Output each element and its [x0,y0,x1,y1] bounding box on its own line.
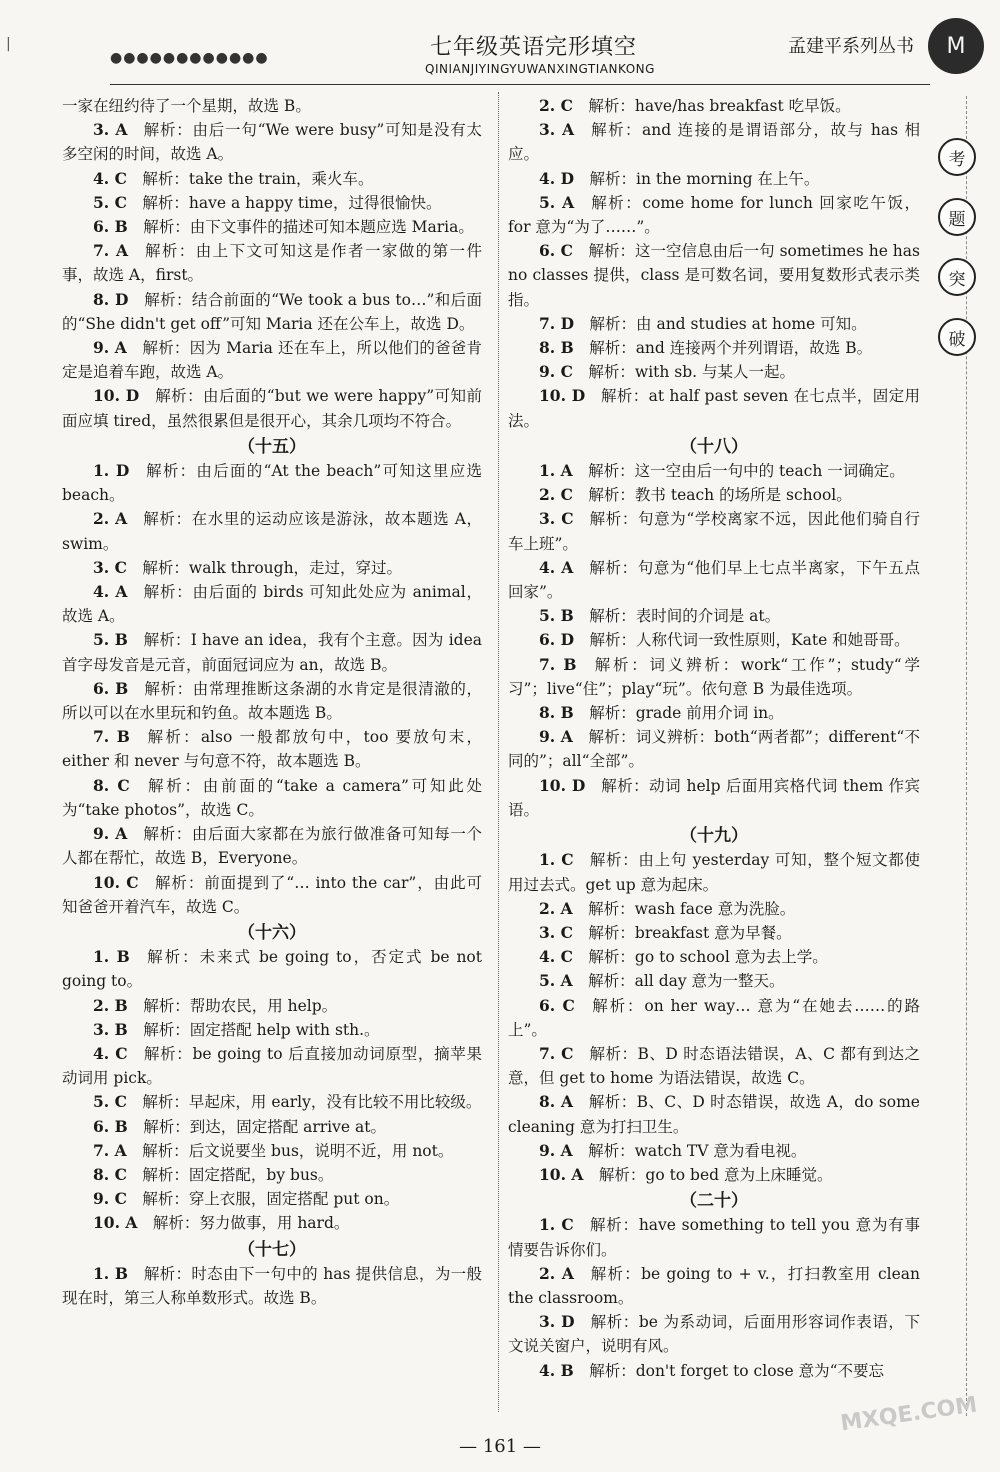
answer-explanation: 解析：由常理推断这条湖的水肯定是很清澈的，所以可以在水里玩和钓鱼。故本题选 B。 [62,679,482,723]
answer-explanation: 解析：在水里的运动应该是游泳，故本题选 A，swim。 [62,510,482,553]
answer-number: 3. C [539,922,573,942]
answer-explanation: 解析：人称代词一致性原则，Kate 和她哥哥。 [589,631,910,650]
watermark: MXQE.COM [838,1392,979,1437]
answer-explanation: 解析：前面提到了“… into the car”，由此可知爸爸开着汽车，故选 C。 [62,873,482,916]
answer-explanation: 解析：动词 help 后面用宾格代词 them 作宾语。 [508,776,921,819]
answer-number: 7. A [93,1140,127,1160]
answer-item [508,336,920,360]
answer-number: 5. C [93,1092,127,1112]
side-tab-1 [938,138,976,176]
answer-number: 3. C [539,509,574,529]
answer-item [508,1213,920,1261]
column-divider [498,92,499,1412]
section-heading: （十六） [238,922,306,943]
answer-number: 10. A [93,1213,138,1233]
answer-number: 10. D [93,386,140,406]
answer-number: 4. A [93,582,128,602]
answer-explanation: 解析：go to bed 意为上床睡觉。 [598,1165,833,1184]
left-column [62,94,482,1310]
answer-item [508,312,920,336]
answer-item [508,1163,920,1187]
answer-item [62,1018,482,1042]
answer-item [62,774,482,822]
answer-item [62,167,482,191]
answer-number: 6. B [93,217,128,237]
answer-item [62,288,482,336]
answer-item [508,1359,920,1383]
answer-item [508,167,920,191]
answer-number: 3. B [93,1019,128,1039]
answer-explanation: 解析：wash face 意为洗脸。 [588,899,796,918]
answer-explanation: 解析：walk through，走过，穿过。 [142,558,403,577]
answer-number: 3. D [539,1312,575,1332]
answer-number: 4. D [539,168,575,188]
answer-explanation: 解析：努力做事，用 hard。 [152,1214,350,1233]
answer-explanation: 解析：be going to 后直接加动词原型，摘苹果动词用 pick。 [62,1044,482,1088]
answer-item [508,118,920,166]
side-tab-4 [938,318,976,356]
answer-explanation: 解析：时态由下一句中的 has 提供信息，为一般现在时，第三人称单数形式。故选 B。 [62,1264,482,1307]
publisher-logo-icon [928,18,984,74]
answer-item [62,215,482,239]
side-tab-label: 突 [948,269,966,290]
book-title: 七年级英语完形填空 [430,35,638,60]
answer-explanation: 解析：教书 teach 的场所是 school。 [588,486,852,505]
answer-item [62,1115,482,1139]
answer-number: 10. D [539,775,586,795]
answer-explanation: 解析：句意为“学校离家不远，因此他们骑自行车上班”。 [508,510,920,553]
answer-item [62,384,482,432]
answer-explanation: 解析：这一空由后一句中的 teach 一词确定。 [588,462,905,481]
answer-number: 8. A [539,1092,573,1112]
answer-item [62,507,482,555]
answer-item [508,191,920,239]
answer-explanation: 解析：have/has breakfast 吃早饭。 [588,97,851,115]
answer-number: 7. B [539,654,577,674]
answer-explanation: 解析：由 and studies at home 可知。 [589,314,867,333]
answer-number: 9. C [93,1189,127,1209]
answer-item [62,94,482,118]
answer-explanation: 解析：由后一句“We were busy”可知是没有太多空闲的时间，故选 A。 [62,121,482,164]
logo-letter: M [946,33,966,59]
answer-item [62,191,482,215]
side-tab-label: 题 [948,209,966,230]
answer-number: 8. C [93,1164,127,1184]
answer-number: 3. A [93,120,128,140]
answer-item [508,556,920,604]
answer-item [508,994,920,1042]
answer-item [508,507,920,555]
answer-number: 8. B [539,338,574,358]
answer-explanation: 解析：B、D 时态语法错误，A、C 都有到达之意，但 get to home 为语法错误，故选 C。 [508,1044,920,1088]
answer-explanation: 解析：on her way… 意为“在她去……的路上”。 [508,996,920,1039]
answer-item [508,774,920,822]
answer-explanation: 解析：句意为“他们早上七点半离家，下午五点回家”。 [508,558,920,602]
answer-number: 10. A [539,1164,584,1184]
section-heading: （十五） [238,436,306,457]
answer-explanation: 解析：结合前面的“We took a bus to…”和后面的“She didn't get off”可知 Maria 还在公车上，故选 D。 [62,290,482,333]
answer-explanation: 解析：watch TV 意为看电视。 [588,1141,807,1160]
answer-number: 9. A [539,1140,573,1160]
answer-number: 1. C [539,1215,574,1235]
answer-number: 8. C [93,775,130,795]
answer-explanation: 解析：come home for lunch 回家吃午饭，for 意为“为了……”。 [508,193,921,237]
answer-number: 4. C [93,168,127,188]
corner-mark: | [6,36,11,52]
answer-explanation: 解析：后文说要坐 bus，说明不近，用 not。 [142,1141,454,1160]
answer-explanation: 解析：grade 前用介词 in。 [589,704,784,723]
answer-item [62,1090,482,1114]
answer-item [62,1262,482,1310]
section-heading: （十九） [680,826,748,847]
answer-explanation: 解析：don't forget to close 意为“不要忘 [589,1361,885,1380]
answer-explanation: 解析：由后面的 birds 可知此处应为 animal，故选 A。 [62,583,482,626]
answer-item [62,822,482,870]
answer-item [62,725,482,773]
answer-explanation: 解析：have something to tell you 意为有事情要告诉你们。 [508,1216,921,1259]
answer-item [62,336,482,384]
answer-explanation: 解析：未来式 be going to，否定式 be not going to。 [62,948,482,991]
answer-explanation: 解析：take the train，乘火车。 [142,169,374,188]
answer-number: 2. C [539,96,573,115]
answer-number: 7. A [93,241,129,261]
answer-item [508,848,920,896]
answer-explanation: 解析：早起床，用 early，没有比较不用比较级。 [142,1093,482,1112]
answer-item [508,725,920,773]
answer-explanation: 解析：be going to + v.，打扫教室用 clean the classroom。 [508,1264,920,1307]
answer-item [508,653,920,701]
answer-item [508,360,920,384]
answer-explanation: 解析：这一空信息由后一句 sometimes he has no classes 提供，class 是可数名词，要用复数形式表示类指。 [508,242,920,309]
answer-number: 6. B [93,678,129,698]
page-number: — 161 — [459,1436,541,1457]
answer-number: 2. A [539,1263,574,1283]
answer-item [62,677,482,725]
answer-explanation: 解析：由后面大家都在为旅行做准备可知每一个人都在帮忙，故选 B，Everyone。 [62,825,482,868]
answer-item [508,94,920,118]
answer-number: 4. C [539,947,573,967]
side-tab-label: 考 [948,149,966,170]
answer-item [508,1310,920,1358]
series-name: 孟建平系列丛书 [788,36,914,57]
answer-item [62,1139,482,1163]
answer-number: 5. B [539,606,574,626]
answer-number: 2. A [539,898,573,918]
answer-item [508,1042,920,1090]
answer-explanation: 解析：由下文事件的描述可知本题应选 Maria。 [143,218,474,237]
answer-number: 1. C [539,850,574,870]
answer-number: 9. A [539,727,573,747]
answer-item [62,1211,482,1235]
answer-item [62,239,482,287]
answer-item [62,1163,482,1187]
answer-item [508,1262,920,1310]
answer-explanation: 解析：breakfast 意为早餐。 [588,923,792,942]
answer-number: 1. D [93,461,130,481]
answer-item [62,459,482,507]
answer-item [62,628,482,676]
answer-item [62,118,482,166]
answer-explanation: 解析：I have an idea，我有个主意。因为 idea 首字母发音是元音，前面冠词应为 an，故选 B。 [62,631,482,674]
answer-explanation: 解析：in the morning 在上午。 [589,169,820,188]
answer-number: 7. B [93,727,130,747]
answer-number: 5. B [93,630,128,650]
answer-number: 6. D [539,630,575,650]
answer-item [62,1042,482,1090]
section-heading: （二十） [680,1191,748,1212]
answer-number: 7. D [539,313,575,333]
answer-number: 5. A [539,192,575,212]
answer-explanation: 解析：到达，固定搭配 arrive at。 [143,1117,386,1136]
answer-number: 4. A [539,557,574,577]
answer-number: 5. A [539,971,573,991]
answer-item [508,604,920,628]
header-dots: ●●●●●●●●●●●● [110,50,269,66]
answer-explanation: 解析：表时间的介词是 at。 [589,607,781,626]
answer-item [62,994,482,1018]
answer-item [508,628,920,652]
answer-explanation: 解析：go to school 意为去上学。 [588,948,828,967]
answer-explanation: 解析：穿上衣服，固定搭配 put on。 [142,1190,400,1209]
answer-item [508,921,920,945]
answer-number: 8. B [539,703,574,723]
side-tab-3 [938,258,976,296]
answer-number: 1. B [93,947,130,967]
answer-number: 7. C [539,1043,574,1063]
answer-explanation: 解析：帮助农民，用 help。 [143,996,338,1015]
answer-number: 10. C [93,872,139,892]
answer-explanation: 解析：also 一般都放句中，too 要放句末，either 和 never 与句意不符，故本题选 B。 [62,728,482,771]
answer-number: 9. C [539,362,573,382]
answer-explanation: 解析：词义辨析：both“两者都”；different“不同的”；all“全部”。 [508,728,920,771]
answer-item [508,239,920,312]
header-rule [110,84,930,85]
answer-explanation: 解析：由前面的“take a camera”可知此处为“take photos”，故选 C。 [62,776,483,819]
answer-explanation: 一家在纽约待了一个星期，故选 B。 [62,97,311,115]
answer-item [62,945,482,993]
answer-item [508,483,920,507]
answer-explanation: 解析：have a happy time，过得很愉快。 [142,193,442,212]
answer-item [508,1090,920,1138]
answer-number: 1. A [539,461,573,481]
answer-number: 1. B [93,1263,129,1283]
answer-explanation: 解析：由上下文可知这是作者一家做的第一件事，故选 A，first。 [62,242,482,285]
right-column [508,94,920,1383]
answer-number: 2. B [93,995,128,1015]
answer-number: 9. A [93,824,128,844]
answer-item [62,580,482,628]
answer-item [508,459,920,483]
answer-item [62,871,482,919]
answer-number: 8. D [93,289,129,309]
answer-explanation: 解析：固定搭配，by bus。 [142,1165,334,1184]
answer-item [508,945,920,969]
answer-explanation: 解析：由后面的“but we were happy”可知前面应填 tired，虽然很累但是很开心，其余几项均不符合。 [62,387,482,430]
answer-explanation: 解析：由上句 yesterday 可知，整个短文都使用过去式。get up 意为起床。 [508,851,920,894]
answer-item [508,1139,920,1163]
answer-explanation: 解析：由后面的“At the beach”可知这里应选 beach。 [62,462,482,505]
side-tabs [938,138,978,378]
answer-explanation: 解析：词义辨析：work“工作”；study“学习”；live“住”；play“玩”。依句意 B 为最佳选项。 [508,655,920,698]
answer-number: 3. C [93,557,127,577]
answer-explanation: 解析：and 连接的是谓语部分，故与 has 相应。 [508,121,920,164]
side-tab-2 [938,198,976,236]
answer-number: 5. C [93,192,127,212]
answer-explanation: 解析：at half past seven 在七点半，固定用法。 [508,387,921,430]
answer-number: 6. C [539,241,573,261]
answer-explanation: 解析：with sb. 与某人一起。 [588,363,796,382]
answer-explanation: 解析：and 连接两个并列谓语，故选 B。 [589,339,873,358]
answer-item [62,556,482,580]
answer-explanation: 解析：因为 Maria 还在车上，所以他们的爸爸肯定是追着车跑，故选 A。 [62,339,482,382]
answer-item [508,701,920,725]
answer-explanation: 解析：B、C、D 时态错误，故选 A，do some cleaning 意为打扫卫生。 [508,1093,920,1136]
answer-number: 4. B [539,1360,574,1380]
answer-number: 10. D [539,386,586,406]
answer-number: 2. A [93,509,128,529]
answer-number: 6. C [539,995,575,1015]
answer-item [508,969,920,993]
answer-explanation: 解析：固定搭配 help with sth.。 [143,1020,380,1039]
book-title-pinyin: QINIANJIYINGYUWANXINGTIANKONG [425,62,655,76]
answer-number: 9. A [93,338,127,358]
answer-item [62,1187,482,1211]
answer-number: 6. B [93,1116,128,1136]
answer-item [508,384,920,432]
answer-item [508,897,920,921]
answer-number: 2. C [539,485,573,505]
answer-explanation: 解析：all day 意为一整天。 [588,972,785,991]
answer-number: 4. C [93,1043,128,1063]
section-heading: （十八） [680,436,748,457]
answer-number: 3. A [539,120,575,140]
side-tab-label: 破 [948,329,966,350]
answer-explanation: 解析：be 为系动词，后面用形容词作表语，下文说关窗户，说明有风。 [508,1313,920,1356]
page-header [0,0,1000,90]
section-heading: （十七） [238,1239,306,1260]
